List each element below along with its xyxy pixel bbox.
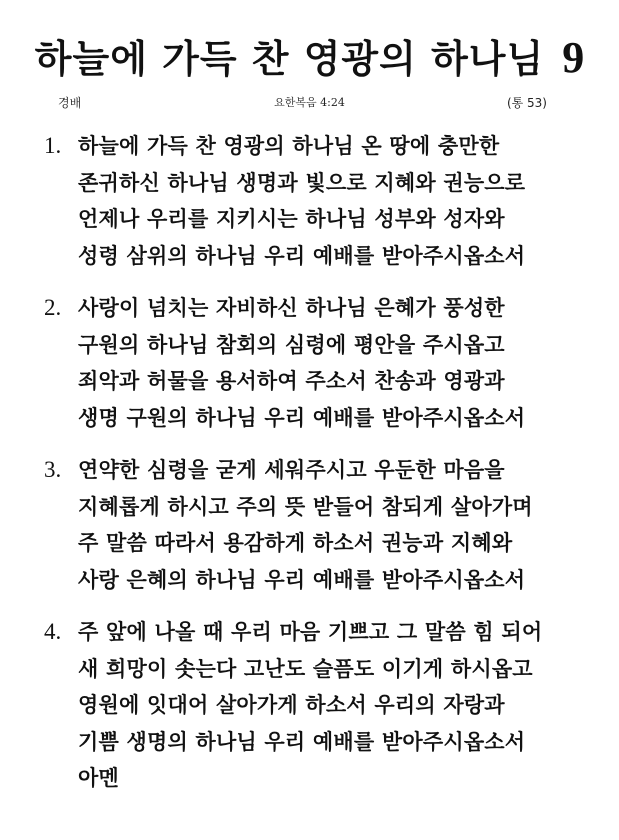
verse-1	[44, 128, 604, 274]
verse-lines	[78, 452, 604, 598]
verse-lines	[78, 128, 604, 274]
hymn-number: 9	[562, 33, 585, 82]
verse-4	[44, 614, 604, 797]
lyric-line: 생명 구원의 하나님 우리 예배를 받아주시옵소서	[78, 405, 526, 430]
hymn-title: 하늘에 가득 찬 영광의 하나님	[34, 37, 545, 81]
lyric-line: 하늘에 가득 찬 영광의 하나님 온 땅에 충만한	[78, 134, 500, 158]
lyric-line: 주 말씀 따라서 용감하게 하소서 권능과 지혜와	[78, 531, 513, 555]
lyric-line: 구원의 하나님 참회의 심령에 평안을 주시옵고	[78, 332, 505, 357]
lyric-line: 지혜롭게 하시고 주의 뜻 받들어 참되게 살아가며	[78, 494, 533, 519]
verses	[44, 128, 604, 813]
lyric-line: 새 희망이 솟는다 고난도 슬픔도 이기게 하시옵고	[78, 656, 533, 681]
verse-number: 2.	[44, 295, 62, 320]
lyric-line: 영원에 잇대어 살아가게 하소서 우리의 자랑과	[78, 693, 505, 717]
lyric-line: 언제나 우리를 지키시는 하나님 성부와 성자와	[78, 207, 505, 231]
lyric-line: 죄악과 허물을 용서하여 주소서 찬송과 영광과	[78, 369, 505, 393]
lyric-line: 주 앞에 나올 때 우리 마음 기쁘고 그 말씀 힘 되어	[78, 620, 543, 644]
scripture-reference: 요한복음 4:24	[274, 96, 345, 109]
lyric-line: 사랑이 넘치는 자비하신 하나님 은혜가 풍성한	[78, 296, 505, 320]
verse-number: 4.	[44, 619, 62, 644]
verse-2	[44, 290, 604, 436]
old-hymn-number: (통 53)	[506, 96, 547, 110]
verse-lines	[78, 290, 604, 436]
lyric-line: 연약한 심령을 굳게 세워주시고 우둔한 마음을	[78, 458, 505, 482]
lyric-line: 기쁨 생명의 하나님 우리 예배를 받아주시옵소서	[78, 729, 526, 754]
verse-number: 3.	[44, 457, 62, 482]
hymn-header	[0, 28, 619, 83]
verse-lines	[78, 614, 604, 797]
lyric-line: 성령 삼위의 하나님 우리 예배를 받아주시옵소서	[78, 243, 526, 268]
lyric-line: 존귀하신 하나님 생명과 빛으로 지혜와 권능으로	[78, 170, 526, 195]
category-label: 경배	[58, 96, 82, 110]
verse-number: 1.	[44, 133, 62, 158]
lyric-line: 사랑 은혜의 하나님 우리 예배를 받아주시옵소서	[78, 567, 526, 592]
verse-3	[44, 452, 604, 598]
amen-line: 아멘	[78, 766, 119, 790]
